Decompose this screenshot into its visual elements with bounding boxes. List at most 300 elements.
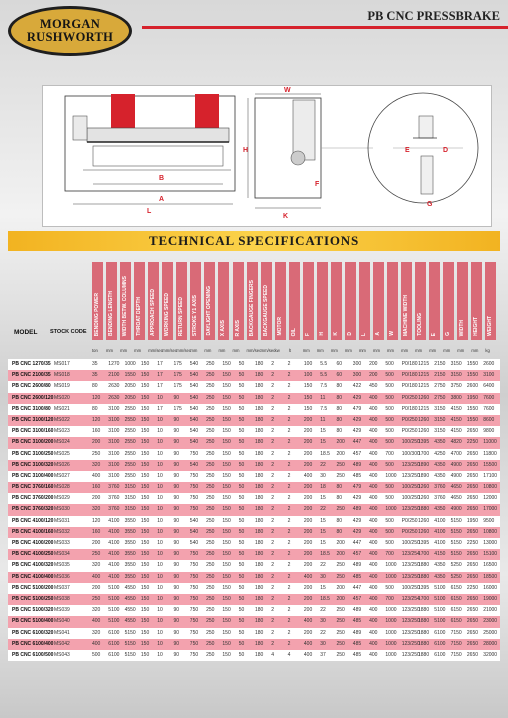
value-cell: 35 [92, 372, 98, 379]
value-cell: 200 [92, 584, 101, 591]
value-cell: 15100 [483, 551, 498, 558]
value-cell: 10 [157, 439, 163, 446]
value-cell: 150 [222, 439, 231, 446]
value-cell: 150 [140, 361, 150, 367]
value-cell: 2750 [434, 383, 446, 390]
value-cell: 750 [189, 506, 199, 513]
value-cell: 1550 [466, 372, 479, 379]
value-cell: 2650 [466, 595, 479, 602]
value-cell: 15 [320, 495, 326, 502]
value-cell: 22 [320, 629, 326, 636]
value-cell: 429 [352, 416, 362, 423]
value-cell: 250 [206, 361, 215, 367]
value-cell: 5150 [124, 651, 136, 658]
stock-code-cell: MS026 [54, 461, 70, 468]
value-cell: 50 [238, 651, 245, 658]
label-W: W [284, 87, 291, 94]
value-cell: 100/300 [401, 450, 420, 457]
value-cell: 2 [287, 372, 291, 379]
column-header-label: STROKE Y1 AXIS [192, 294, 199, 336]
unit-label: mm [457, 348, 465, 353]
value-cell: 21000 [483, 607, 498, 614]
value-cell: 150 [222, 618, 231, 625]
value-cell: 180 [255, 439, 264, 446]
value-cell: P0/250 [401, 416, 418, 423]
column-header [401, 262, 412, 340]
spec-table [8, 359, 500, 661]
value-cell: 2550 [124, 472, 136, 479]
value-cell: 123/254 [401, 595, 420, 602]
value-cell: 250 [206, 551, 215, 558]
value-cell: 2650 [466, 528, 479, 535]
value-cell: 6100 [434, 640, 446, 647]
value-cell: 30 [320, 640, 326, 647]
value-cell: 400 [369, 584, 378, 591]
value-cell: 3550 [124, 540, 136, 546]
value-cell: 200 [303, 595, 313, 602]
column-header-label: APPROACH SPEED [150, 289, 157, 336]
model-header: MODEL [14, 329, 38, 336]
value-cell: 750 [189, 640, 199, 647]
value-cell: 250 [206, 573, 215, 580]
value-cell: 80 [336, 495, 343, 502]
table-row [8, 415, 500, 426]
value-cell: 7150 [450, 640, 462, 647]
value-cell: 150 [140, 551, 150, 558]
value-cell: 200 [303, 517, 313, 524]
value-cell: 250 [336, 629, 345, 636]
stock-code-cell: MS030 [54, 506, 70, 513]
value-cell: 100 [303, 372, 313, 379]
column-header [359, 262, 370, 340]
stock-code-cell: MS036 [54, 573, 70, 580]
column-header [247, 262, 258, 340]
value-cell: 1260 [418, 428, 430, 435]
value-cell: 4900 [450, 506, 462, 513]
value-cell: 90 [173, 517, 180, 524]
value-cell: 2 [287, 528, 291, 535]
value-cell: 7150 [450, 651, 462, 658]
value-cell: 750 [189, 595, 199, 602]
value-cell: 2150 [434, 372, 446, 379]
value-cell: 3150 [434, 416, 446, 423]
unit-label: ton [92, 348, 98, 353]
value-cell: 35 [92, 361, 98, 367]
value-cell: 150 [140, 640, 150, 647]
column-header-label: L [360, 332, 367, 336]
value-cell: 457 [352, 595, 362, 602]
table-row [8, 594, 500, 605]
value-cell: 2 [271, 439, 275, 446]
value-cell: 400 [369, 484, 378, 491]
model-cell: PB CNC 5100/250 [12, 595, 54, 602]
stock-code-cell: MS040 [54, 618, 70, 625]
model-cell: PB CNC 3100/320 [12, 461, 54, 468]
stock-code-cell: MS024 [54, 439, 70, 446]
table-row [8, 605, 500, 616]
value-cell: 250 [336, 562, 345, 569]
value-cell: 250 [206, 484, 215, 491]
value-cell: 485 [352, 651, 362, 658]
spec-title-bar [8, 231, 500, 251]
unit-label: mm [330, 348, 338, 353]
value-cell: 150 [222, 651, 231, 658]
value-cell: 1000 [124, 361, 136, 367]
unit-label: mm/sec [176, 348, 191, 353]
column-header [373, 262, 384, 340]
value-cell: 500 [92, 651, 101, 658]
value-cell: 10 [157, 607, 163, 614]
value-cell: 450 [369, 383, 378, 390]
table-row [8, 549, 500, 560]
value-cell: 200 [303, 562, 313, 569]
value-cell: 175 [173, 383, 182, 390]
value-cell: 500 [385, 394, 394, 401]
value-cell: 150 [222, 383, 231, 390]
value-cell: 180 [255, 383, 264, 390]
value-cell: 2 [271, 629, 275, 636]
value-cell: 250 [206, 629, 215, 636]
value-cell: 200 [303, 607, 313, 614]
value-cell: 1215 [418, 405, 430, 412]
value-cell: 150 [140, 595, 150, 602]
value-cell: 2 [287, 428, 291, 435]
value-cell: 5250 [450, 573, 462, 580]
value-cell: 750 [189, 629, 199, 636]
table-row [8, 482, 500, 493]
model-cell: PB CNC 3100/200 [12, 439, 54, 446]
value-cell: 5100 [108, 584, 120, 591]
stock-code-cell: MS018 [54, 372, 70, 379]
red-column-left [111, 94, 135, 128]
value-cell: 485 [352, 640, 362, 647]
value-cell: 2 [271, 428, 275, 435]
value-cell: 1880 [418, 640, 430, 647]
table-row [8, 616, 500, 627]
value-cell: 2 [287, 562, 291, 569]
value-cell: 120 [92, 517, 101, 524]
value-cell: 500 [385, 584, 394, 591]
value-cell: 400 [92, 618, 101, 625]
value-cell: 150 [222, 629, 231, 636]
value-cell: 150 [140, 528, 150, 535]
value-cell: 90 [173, 439, 180, 446]
value-cell: 1260 [418, 528, 430, 535]
value-cell: 4550 [124, 595, 136, 602]
unit-label: mm [471, 348, 479, 353]
value-cell: 2650 [466, 607, 479, 614]
unit-label: mm [120, 348, 128, 353]
value-cell: 150 [303, 383, 313, 390]
unit-label: mm [204, 348, 212, 353]
value-cell: 400 [369, 439, 378, 446]
value-cell: 2 [271, 484, 275, 491]
value-cell: 540 [189, 372, 199, 379]
value-cell: 3760 [434, 495, 446, 502]
value-cell: P0/180 [401, 405, 418, 412]
model-cell: PB CNC 5100/320 [12, 607, 54, 614]
value-cell: 250 [206, 428, 215, 435]
value-cell: 150 [222, 551, 231, 558]
value-cell: 2 [287, 573, 291, 580]
column-header-label: MOTOR [276, 317, 283, 336]
value-cell: 750 [189, 495, 199, 502]
value-cell: 3150 [434, 428, 446, 435]
value-cell: 3100 [483, 372, 495, 379]
value-cell: 489 [352, 461, 362, 468]
value-cell: 200 [303, 506, 313, 513]
label-L: L [147, 208, 152, 215]
label-D: D [443, 147, 449, 154]
value-cell: 485 [352, 472, 362, 479]
column-header-label: MACHINE WIDTH [403, 294, 410, 336]
value-cell: 28000 [483, 640, 498, 647]
stock-code-cell: MS038 [54, 595, 70, 602]
value-cell: 2650 [466, 618, 479, 625]
value-cell: P0/250 [401, 517, 418, 524]
value-cell: 400 [92, 472, 101, 479]
value-cell: 1215 [418, 361, 430, 367]
value-cell: 200 [303, 428, 313, 435]
stock-code-cell: MS027 [54, 472, 70, 479]
value-cell: 400 [303, 573, 313, 580]
value-cell: 5100 [434, 618, 446, 625]
value-cell: 4350 [434, 472, 446, 479]
column-header-label: BACKGAUGE SPEED [262, 284, 269, 336]
column-header-label: DAYLIGHT OPENING [206, 286, 213, 336]
value-cell: 4100 [434, 528, 446, 535]
value-cell: 11000 [483, 439, 497, 446]
unit-label: mm [232, 348, 240, 353]
value-cell: 3150 [434, 405, 446, 412]
value-cell: 100/250 [401, 584, 420, 591]
value-cell: 90 [173, 562, 180, 569]
value-cell: 2 [287, 472, 291, 479]
value-cell: 400 [369, 562, 378, 569]
column-header-label: THROAT DEPTH [136, 297, 143, 336]
value-cell: 10 [157, 528, 163, 535]
value-cell: 2650 [466, 495, 479, 502]
value-cell: 7600 [483, 405, 495, 412]
value-cell: 1260 [418, 495, 430, 502]
column-header [190, 262, 201, 340]
column-header-label: TOOLING [417, 313, 424, 336]
value-cell: 1700 [418, 595, 430, 602]
value-cell: 150 [140, 517, 150, 524]
value-cell: 2 [287, 439, 291, 446]
stock-code-cell: MS020 [54, 394, 70, 401]
value-cell: 50 [238, 472, 245, 479]
value-cell: 540 [189, 517, 199, 524]
value-cell: 500 [385, 517, 394, 524]
value-cell: 6100 [434, 651, 446, 658]
value-cell: 320 [92, 562, 101, 569]
value-cell: 250 [206, 416, 215, 423]
value-cell: 160 [92, 484, 101, 491]
value-cell: 5150 [124, 629, 136, 636]
value-cell: 180 [255, 607, 264, 614]
value-cell: 429 [352, 528, 362, 535]
red-column-right [195, 94, 219, 128]
value-cell: 3100 [108, 416, 120, 423]
table-row [8, 460, 500, 471]
column-header [148, 262, 159, 340]
value-cell: 2 [271, 405, 275, 412]
value-cell: 150 [222, 428, 231, 435]
value-cell: 10 [157, 450, 163, 457]
value-cell: 400 [303, 640, 313, 647]
value-cell: 2250 [466, 439, 479, 446]
column-header [162, 262, 173, 340]
table-row [8, 572, 500, 583]
value-cell: 250 [206, 640, 215, 647]
value-cell: 320 [92, 629, 101, 636]
value-cell: 200 [336, 540, 345, 546]
value-cell: 447 [352, 439, 362, 446]
value-cell: 90 [173, 506, 180, 513]
value-cell: 1880 [418, 618, 430, 625]
unit-label: mm [302, 348, 310, 353]
unit-label: kw [274, 348, 280, 353]
value-cell: 180 [255, 551, 264, 558]
header-rule [142, 26, 508, 29]
value-cell: 200 [369, 361, 378, 367]
value-cell: 13000 [483, 540, 498, 546]
value-cell: 123/250 [401, 629, 420, 636]
value-cell: 3800 [450, 394, 462, 401]
value-cell: 180 [255, 506, 264, 513]
model-cell: PB CNC 3760/160 [12, 484, 54, 491]
value-cell: 37 [320, 651, 326, 658]
machine-drawing [42, 85, 492, 227]
value-cell: 22 [320, 506, 326, 513]
value-cell: 540 [189, 439, 199, 446]
table-row [8, 449, 500, 460]
value-cell: 200 [336, 450, 345, 457]
value-cell: 150 [222, 640, 231, 647]
table-row [8, 628, 500, 639]
value-cell: 150 [222, 405, 231, 412]
value-cell: 4100 [108, 528, 120, 535]
value-cell: 10 [157, 540, 163, 546]
value-cell: 123/250 [401, 651, 420, 658]
value-cell: 200 [336, 551, 345, 558]
value-cell: 150 [222, 540, 231, 546]
value-cell: 250 [336, 651, 345, 658]
value-cell: 4100 [108, 573, 120, 580]
value-cell: 18.5 [320, 595, 330, 602]
value-cell: 180 [255, 573, 264, 580]
value-cell: 4100 [434, 540, 446, 546]
value-cell: 6100 [108, 651, 120, 658]
model-cell: PB CNC 4100/160 [12, 528, 54, 535]
value-cell: 50 [238, 595, 245, 602]
value-cell: 100/250 [401, 484, 420, 491]
value-cell: 1000 [385, 573, 397, 580]
value-cell: 150 [222, 495, 231, 502]
value-cell: 750 [189, 618, 199, 625]
value-cell: 90 [173, 528, 180, 535]
value-cell: 10 [157, 517, 163, 524]
value-cell: 4700 [450, 450, 462, 457]
value-cell: 120 [92, 394, 101, 401]
value-cell: 150 [140, 439, 150, 446]
value-cell: 540 [189, 416, 199, 423]
value-cell: 400 [369, 618, 378, 625]
value-cell: 300 [352, 372, 362, 379]
value-cell: 150 [222, 472, 231, 479]
column-header-label: G [445, 332, 452, 336]
value-cell: 300 [352, 361, 362, 367]
value-cell: 3760 [434, 484, 446, 491]
value-cell: 30 [320, 573, 326, 580]
value-cell: 540 [189, 528, 199, 535]
unit-label: mm [218, 348, 226, 353]
unit-label: mm [344, 348, 352, 353]
value-cell: 17000 [483, 506, 498, 513]
value-cell: 1550 [466, 361, 479, 367]
value-cell: 18500 [483, 573, 498, 580]
value-cell: 1215 [418, 372, 430, 379]
value-cell: 2 [287, 484, 291, 491]
value-cell: 400 [369, 629, 378, 636]
value-cell: 4550 [124, 618, 136, 625]
value-cell: 2 [271, 640, 275, 647]
value-cell: 4550 [124, 584, 136, 591]
value-cell: 4100 [108, 562, 120, 569]
value-cell: 50 [238, 383, 245, 390]
value-cell: 10 [157, 618, 163, 625]
value-cell: 4100 [108, 517, 120, 524]
value-cell: P0/250 [401, 528, 418, 535]
value-cell: 1000 [385, 629, 397, 636]
value-cell: 160 [92, 428, 101, 435]
value-cell: 18.5 [320, 450, 330, 457]
value-cell: 17100 [483, 472, 498, 479]
value-cell: 200 [92, 439, 101, 446]
value-cell: 80 [336, 528, 343, 535]
value-cell: 250 [206, 540, 215, 546]
value-cell: 2 [287, 405, 291, 412]
value-cell: 10 [157, 394, 163, 401]
value-cell: 540 [189, 383, 199, 390]
value-cell: 90 [173, 551, 180, 558]
value-cell: 180 [255, 528, 264, 535]
value-cell: 500 [385, 405, 394, 412]
value-cell: 489 [352, 562, 362, 569]
value-cell: 200 [303, 584, 313, 591]
column-header [303, 262, 314, 340]
value-cell: 4150 [450, 405, 462, 412]
value-cell: 123/250 [401, 562, 420, 569]
value-cell: 200 [92, 540, 101, 546]
value-cell: 400 [369, 450, 378, 457]
value-cell: 400 [369, 607, 378, 614]
value-cell: 15500 [483, 461, 498, 468]
table-row [8, 516, 500, 527]
value-cell: 5150 [450, 528, 462, 535]
value-cell: 100 [303, 361, 313, 367]
value-cell: 6150 [450, 595, 462, 602]
value-cell: 250 [206, 562, 215, 569]
value-cell: 485 [352, 573, 362, 580]
value-cell: 447 [352, 584, 362, 591]
value-cell: 200 [303, 450, 313, 457]
value-cell: 4100 [108, 540, 120, 546]
value-cell: 5100 [434, 595, 446, 602]
value-cell: 1550 [466, 416, 479, 423]
unit-label: mm [106, 348, 114, 353]
